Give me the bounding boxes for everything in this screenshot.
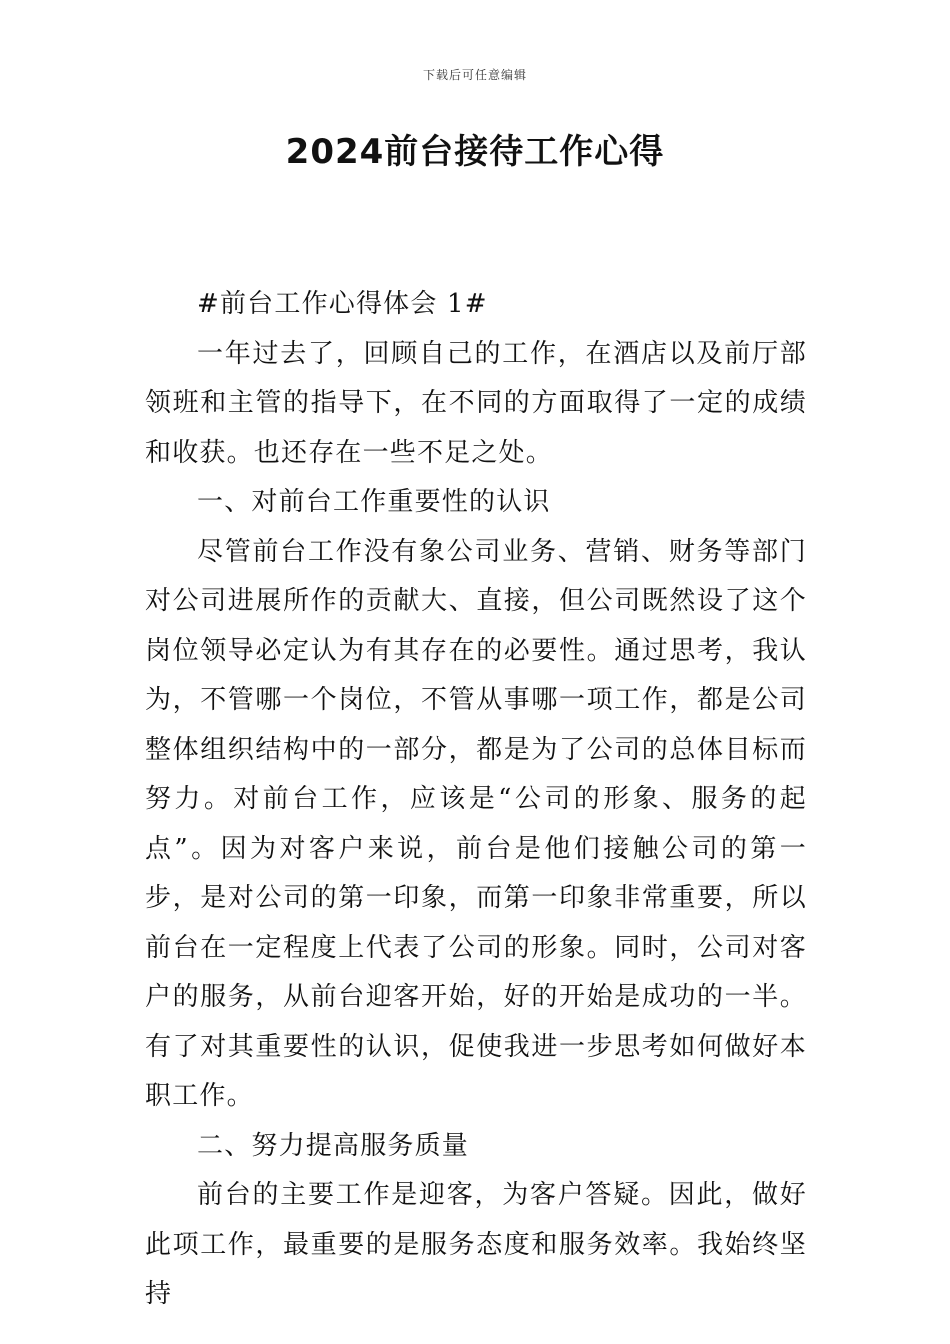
paragraph-intro: 一年过去了，回顾自己的工作，在酒店以及前厅部领班和主管的指导下，在不同的方面取得了一定的成绩和收获。也还存在一些不足之处。 <box>145 338 807 468</box>
paragraph-service: 前台的主要工作是迎客，为客户答疑。因此，做好此项工作，最重要的是服务态度和服务效率。我始终坚持 <box>145 1180 807 1309</box>
section-heading-1: 一、对前台工作重要性的认识 <box>197 487 551 517</box>
document-title: 2024前台接待工作心得 <box>285 132 665 172</box>
paragraph-importance: 尽管前台工作没有象公司业务、营销、财务等部门对公司进展所作的贡献大、直接，但公司既然设了这个岗位领导必定认为有其存在的必要性。通过思考，我认为，不管哪一个岗位，不管从事哪一项工作，都是公司整体组织结构中的一部分，都是为了公司的总体目标而努力。对前台工作，应该是“公司的形象、服务的起点”。因为对客户来说，前台是他们接触公司的第一步，是对公司的第一印象，而第一印象非常重要，所以前台在一定程度上代表了公司的形象。同时，公司对客户的服务，从前台迎客开始，好的开始是成功的一半。有了对其重要性的认识，促使我进一步思考如何做好本职工作。 <box>145 536 807 1111</box>
header-note: 下载后可任意编辑 <box>422 68 527 82</box>
document-body <box>145 280 807 1320</box>
section-marker: #前台工作心得体会 1# <box>197 289 488 319</box>
section-heading-2: 二、努力提高服务质量 <box>197 1130 470 1161</box>
